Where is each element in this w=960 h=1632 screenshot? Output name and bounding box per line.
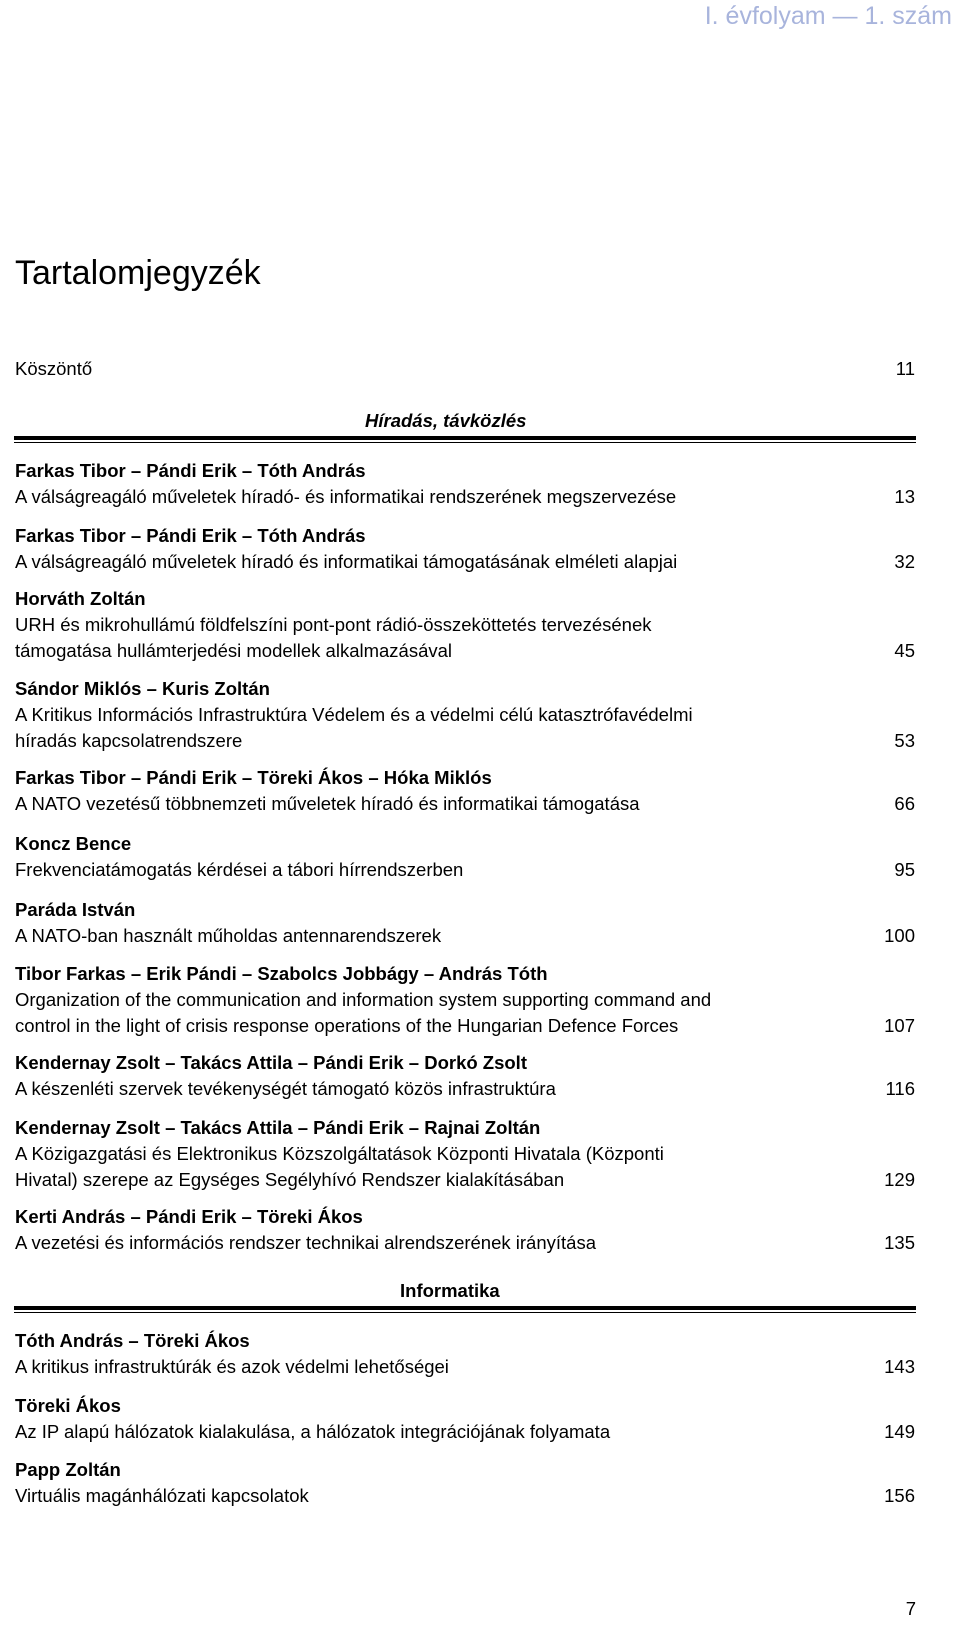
- entry-title: A NATO-ban használt műholdas antennarendszerek: [15, 925, 442, 946]
- entry-title-line: [15, 1419, 915, 1445]
- entry-title: Köszöntő: [15, 358, 93, 379]
- page-number: 32: [894, 551, 915, 572]
- section-divider: [14, 1306, 916, 1313]
- page-number: 45: [894, 640, 915, 661]
- entry-title: control in the light of crisis response operations of the Hungarian Defence Forces: [15, 1015, 679, 1036]
- entry-title-line: [15, 791, 915, 817]
- entry-authors: Tibor Farkas – Erik Pándi – Szabolcs Jobbágy – András Tóth: [15, 963, 548, 984]
- section-heading-informatika: Informatika: [400, 1280, 500, 1301]
- page-number: 143: [884, 1356, 915, 1377]
- toc-entry[interactable]: [15, 1393, 915, 1445]
- toc-entry[interactable]: [15, 458, 915, 510]
- page-number: 95: [894, 859, 915, 880]
- toc-entry[interactable]: [15, 1328, 915, 1380]
- entry-title-line: [15, 549, 915, 575]
- page-number-footer: 7: [905, 1598, 916, 1619]
- toc-entry[interactable]: [15, 586, 915, 664]
- entry-title: A NATO vezetésű többnemzeti műveletek híradó és informatikai támogatása: [15, 793, 640, 814]
- entry-title-line: [15, 356, 915, 382]
- page-number: 13: [894, 486, 915, 507]
- entry-authors: Koncz Bence: [15, 833, 132, 854]
- entry-title-line: [15, 638, 915, 664]
- entry-title-line: [15, 612, 915, 638]
- entry-title-line: [15, 1230, 915, 1256]
- entry-title-line: [15, 1354, 915, 1380]
- entry-title-line: [15, 1483, 915, 1509]
- page-number: 66: [894, 793, 915, 814]
- entry-authors: Sándor Miklós – Kuris Zoltán: [15, 678, 270, 699]
- entry-title: A kritikus infrastruktúrák és azok védelmi lehetőségei: [15, 1356, 449, 1377]
- page-number: 107: [884, 1015, 915, 1036]
- entry-title: Organization of the communication and information system supporting command and: [15, 989, 712, 1010]
- entry-title: A vezetési és információs rendszer technikai alrendszerének irányítása: [15, 1232, 596, 1253]
- entry-authors: Kendernay Zsolt – Takács Attila – Pándi Erik – Rajnai Zoltán: [15, 1117, 541, 1138]
- toc-entry[interactable]: [15, 523, 915, 575]
- entry-title: Hivatal) szerepe az Egységes Segélyhívó Rendszer kialakításában: [15, 1169, 565, 1190]
- entry-authors: Paráda István: [15, 899, 136, 920]
- page-number: 11: [895, 358, 915, 379]
- page-number: 135: [884, 1232, 915, 1253]
- entry-title-line: [15, 1076, 915, 1102]
- toc-entry[interactable]: [15, 831, 915, 883]
- page-number: 53: [894, 730, 915, 751]
- entry-title: A Közigazgatási és Elektronikus Közszolgáltatások Központi Hivatala (Központi: [15, 1143, 664, 1164]
- entry-title-line: [15, 728, 915, 754]
- entry-authors: Kendernay Zsolt – Takács Attila – Pándi Erik – Dorkó Zsolt: [15, 1052, 527, 1073]
- entry-title-line: [15, 1013, 915, 1039]
- entry-authors: Farkas Tibor – Pándi Erik – Töreki Ákos – Hóka Miklós: [15, 767, 492, 788]
- entry-authors: Horváth Zoltán: [15, 588, 146, 609]
- page-number: 100: [884, 925, 915, 946]
- page-title: Tartalomjegyzék: [15, 254, 261, 292]
- toc-entry[interactable]: [15, 1050, 915, 1102]
- entry-title-line: [15, 484, 915, 510]
- entry-authors: Tóth András – Töreki Ákos: [15, 1330, 250, 1351]
- entry-title: Frekvenciatámogatás kérdései a tábori hírrendszerben: [15, 859, 464, 880]
- entry-title: Az IP alapú hálózatok kialakulása, a hálózatok integrációjának folyamata: [15, 1421, 611, 1442]
- entry-title: URH és mikrohullámú földfelszíni pont-pont rádió-összeköttetés tervezésének: [15, 614, 652, 635]
- entry-title-line: [15, 923, 915, 949]
- running-header: I. évfolyam — 1. szám: [704, 2, 952, 30]
- page-number: 129: [884, 1169, 915, 1190]
- entry-title-line: [15, 857, 915, 883]
- toc-entry[interactable]: [15, 1115, 915, 1193]
- entry-title: A Kritikus Információs Infrastruktúra Védelem és a védelmi célú katasztrófavédelmi: [15, 704, 693, 725]
- page-number: 116: [885, 1078, 915, 1099]
- entry-title-line: [15, 702, 915, 728]
- entry-title: A készenléti szervek tevékenységét támogató közös infrastruktúra: [15, 1078, 556, 1099]
- entry-title: híradás kapcsolatrendszere: [15, 730, 243, 751]
- entry-title-line: [15, 1167, 915, 1193]
- entry-title: támogatása hullámterjedési modellek alkalmazásával: [15, 640, 453, 661]
- entry-title-line: [15, 1141, 915, 1167]
- toc-entry[interactable]: [15, 961, 915, 1039]
- toc-entry[interactable]: [15, 765, 915, 817]
- toc-entry-intro[interactable]: [15, 356, 915, 382]
- entry-title-line: [15, 987, 915, 1013]
- page-number: 149: [884, 1421, 915, 1442]
- entry-title: A válságreagáló műveletek híradó- és informatikai rendszerének megszervezése: [15, 486, 677, 507]
- toc-entry[interactable]: [15, 1204, 915, 1256]
- toc-entry[interactable]: [15, 676, 915, 754]
- section-heading-hiradas: Híradás, távközlés: [365, 410, 527, 431]
- toc-entry[interactable]: [15, 1457, 915, 1509]
- entry-authors: Farkas Tibor – Pándi Erik – Tóth András: [15, 460, 366, 481]
- entry-authors: Töreki Ákos: [15, 1395, 121, 1416]
- entry-title: Virtuális magánhálózati kapcsolatok: [15, 1485, 309, 1506]
- entry-title: A válságreagáló műveletek híradó és informatikai támogatásának elméleti alapjai: [15, 551, 678, 572]
- entry-authors: Farkas Tibor – Pándi Erik – Tóth András: [15, 525, 366, 546]
- entry-authors: Kerti András – Pándi Erik – Töreki Ákos: [15, 1206, 363, 1227]
- section-divider: [14, 436, 916, 443]
- entry-authors: Papp Zoltán: [15, 1459, 121, 1480]
- page-number: 156: [884, 1485, 915, 1506]
- toc-entry[interactable]: [15, 897, 915, 949]
